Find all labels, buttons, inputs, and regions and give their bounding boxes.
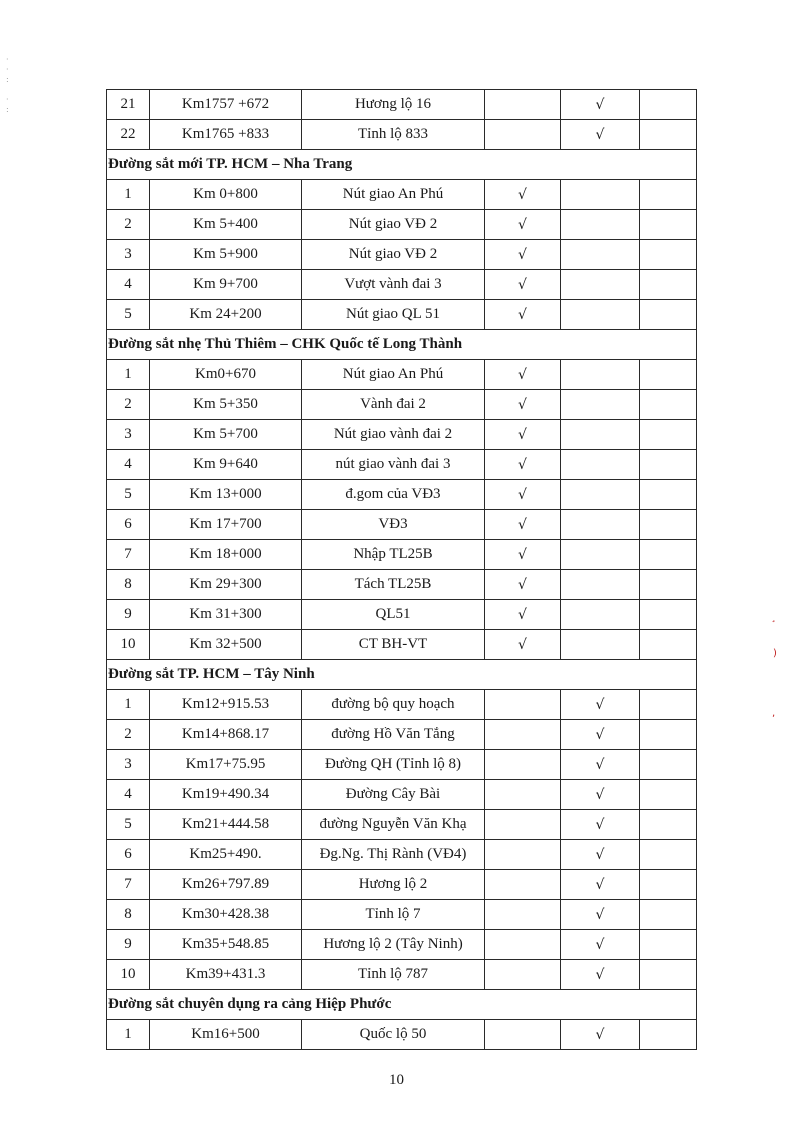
table-row [107, 870, 697, 900]
section-title: Đường sắt nhẹ Thủ Thiêm – CHK Quốc tế Long Thành [107, 330, 697, 360]
check-col-3-cell [640, 240, 697, 270]
check-col-1-cell [485, 720, 561, 750]
road-name-cell: Hương lộ 16 [302, 90, 485, 120]
check-col-3-cell [640, 360, 697, 390]
check-col-1-cell [485, 120, 561, 150]
check-col-2-cell: √ [561, 1020, 640, 1050]
check-col-2-cell [561, 390, 640, 420]
table-row [107, 720, 697, 750]
km-cell: Km 5+400 [150, 210, 302, 240]
check-col-3-cell [640, 900, 697, 930]
check-col-3-cell [640, 90, 697, 120]
road-name-cell: Nút giao vành đai 2 [302, 420, 485, 450]
row-number-cell: 5 [107, 480, 150, 510]
road-name-cell: Quốc lộ 50 [302, 1020, 485, 1050]
check-col-1-cell [485, 810, 561, 840]
check-col-1-cell: √ [485, 420, 561, 450]
table-row [107, 510, 697, 540]
road-name-cell: Tỉnh lộ 7 [302, 900, 485, 930]
check-col-2-cell: √ [561, 690, 640, 720]
check-col-3-cell [640, 540, 697, 570]
check-col-2-cell: √ [561, 960, 640, 990]
road-name-cell: Nhập TL25B [302, 540, 485, 570]
table-row [107, 540, 697, 570]
section-title: Đường sắt TP. HCM – Tây Ninh [107, 660, 697, 690]
check-col-1-cell: √ [485, 450, 561, 480]
road-name-cell: Vượt vành đai 3 [302, 270, 485, 300]
row-number-cell: 4 [107, 780, 150, 810]
check-col-1-cell: √ [485, 270, 561, 300]
check-col-2-cell: √ [561, 780, 640, 810]
check-col-1-cell [485, 930, 561, 960]
check-col-2-cell: √ [561, 900, 640, 930]
road-name-cell: QL51 [302, 600, 485, 630]
km-cell: Km19+490.34 [150, 780, 302, 810]
road-name-cell: Đường Cây Bài [302, 780, 485, 810]
table-row [107, 90, 697, 120]
road-name-cell: Nút giao An Phú [302, 180, 485, 210]
check-col-1-cell: √ [485, 180, 561, 210]
check-col-1-cell [485, 780, 561, 810]
check-col-3-cell [640, 870, 697, 900]
check-col-3-cell [640, 510, 697, 540]
check-col-1-cell [485, 90, 561, 120]
check-col-2-cell: √ [561, 870, 640, 900]
check-col-3-cell [640, 930, 697, 960]
check-col-3-cell [640, 750, 697, 780]
table-row [107, 690, 697, 720]
row-number-cell: 10 [107, 630, 150, 660]
check-col-1-cell [485, 690, 561, 720]
km-cell: Km25+490. [150, 840, 302, 870]
page-number: 10 [389, 1072, 404, 1088]
check-col-1-cell: √ [485, 300, 561, 330]
row-number-cell: 1 [107, 360, 150, 390]
km-cell: Km1757 +672 [150, 90, 302, 120]
km-cell: Km 17+700 [150, 510, 302, 540]
road-name-cell: đường Nguyễn Văn Khạ [302, 810, 485, 840]
row-number-cell: 21 [107, 90, 150, 120]
road-name-cell: Tỉnh lộ 787 [302, 960, 485, 990]
row-number-cell: 1 [107, 180, 150, 210]
section-header-row [107, 150, 697, 180]
road-name-cell: Đg.Ng. Thị Rành (VĐ4) [302, 840, 485, 870]
check-col-3-cell [640, 300, 697, 330]
row-number-cell: 8 [107, 570, 150, 600]
check-col-3-cell [640, 720, 697, 750]
km-cell: Km21+444.58 [150, 810, 302, 840]
km-cell: Km 18+000 [150, 540, 302, 570]
check-col-3-cell [640, 690, 697, 720]
table-row [107, 960, 697, 990]
km-cell: Km12+915.53 [150, 690, 302, 720]
check-col-3-cell [640, 210, 697, 240]
check-col-2-cell [561, 600, 640, 630]
row-number-cell: 22 [107, 120, 150, 150]
row-number-cell: 2 [107, 720, 150, 750]
km-cell: Km0+670 [150, 360, 302, 390]
row-number-cell: 3 [107, 750, 150, 780]
table-row [107, 360, 697, 390]
check-col-3-cell [640, 1020, 697, 1050]
road-name-cell: đường Hồ Văn Tắng [302, 720, 485, 750]
km-cell: Km 32+500 [150, 630, 302, 660]
section-header-row [107, 660, 697, 690]
km-cell: Km 0+800 [150, 180, 302, 210]
km-cell: Km 24+200 [150, 300, 302, 330]
row-number-cell: 6 [107, 840, 150, 870]
row-number-cell: 2 [107, 210, 150, 240]
check-col-1-cell: √ [485, 510, 561, 540]
check-col-2-cell [561, 630, 640, 660]
check-col-3-cell [640, 120, 697, 150]
table-row [107, 450, 697, 480]
check-col-1-cell [485, 960, 561, 990]
check-col-1-cell [485, 870, 561, 900]
margin-mark: , [772, 708, 776, 719]
km-cell: Km 5+700 [150, 420, 302, 450]
check-col-3-cell [640, 600, 697, 630]
check-col-3-cell [640, 780, 697, 810]
check-col-2-cell [561, 540, 640, 570]
check-col-3-cell [640, 960, 697, 990]
table-row [107, 300, 697, 330]
check-col-2-cell: √ [561, 120, 640, 150]
row-number-cell: 7 [107, 870, 150, 900]
road-name-cell: Nút giao QL 51 [302, 300, 485, 330]
road-name-cell: VĐ3 [302, 510, 485, 540]
check-col-1-cell: √ [485, 540, 561, 570]
row-number-cell: 5 [107, 810, 150, 840]
check-col-2-cell [561, 360, 640, 390]
road-name-cell: Hương lộ 2 (Tây Ninh) [302, 930, 485, 960]
table-row [107, 420, 697, 450]
table-row [107, 750, 697, 780]
road-name-cell: Nút giao An Phú [302, 360, 485, 390]
table-row [107, 840, 697, 870]
check-col-2-cell [561, 510, 640, 540]
table-row [107, 210, 697, 240]
road-name-cell: Nút giao VĐ 2 [302, 210, 485, 240]
check-col-1-cell [485, 750, 561, 780]
check-col-2-cell [561, 180, 640, 210]
km-cell: Km16+500 [150, 1020, 302, 1050]
km-cell: Km 9+700 [150, 270, 302, 300]
row-number-cell: 7 [107, 540, 150, 570]
row-number-cell: 1 [107, 690, 150, 720]
km-cell: Km39+431.3 [150, 960, 302, 990]
check-col-2-cell [561, 570, 640, 600]
table-row [107, 390, 697, 420]
table-row [107, 1020, 697, 1050]
km-cell: Km30+428.38 [150, 900, 302, 930]
table-row [107, 630, 697, 660]
row-number-cell: 3 [107, 240, 150, 270]
road-name-cell: CT BH-VT [302, 630, 485, 660]
check-col-3-cell [640, 630, 697, 660]
km-cell: Km 31+300 [150, 600, 302, 630]
road-name-cell: nút giao vành đai 3 [302, 450, 485, 480]
check-col-2-cell: √ [561, 930, 640, 960]
check-col-2-cell: √ [561, 720, 640, 750]
row-number-cell: 5 [107, 300, 150, 330]
km-cell: Km 5+350 [150, 390, 302, 420]
check-col-2-cell: √ [561, 750, 640, 780]
check-col-1-cell [485, 840, 561, 870]
row-number-cell: 1 [107, 1020, 150, 1050]
check-col-2-cell [561, 300, 640, 330]
check-col-1-cell: √ [485, 600, 561, 630]
road-name-cell: Hương lộ 2 [302, 870, 485, 900]
row-number-cell: 9 [107, 930, 150, 960]
row-number-cell: 10 [107, 960, 150, 990]
check-col-1-cell: √ [485, 390, 561, 420]
table-row [107, 810, 697, 840]
table-body [107, 90, 697, 1050]
margin-mark: ¸ [771, 612, 776, 623]
table-row [107, 180, 697, 210]
table-row [107, 480, 697, 510]
check-col-3-cell [640, 840, 697, 870]
check-col-3-cell [640, 180, 697, 210]
section-title: Đường sắt mới TP. HCM – Nha Trang [107, 150, 697, 180]
km-cell: Km 13+000 [150, 480, 302, 510]
road-name-cell: đ.gom của VĐ3 [302, 480, 485, 510]
check-col-1-cell: √ [485, 360, 561, 390]
row-number-cell: 4 [107, 450, 150, 480]
check-col-2-cell [561, 270, 640, 300]
check-col-1-cell: √ [485, 210, 561, 240]
check-col-2-cell [561, 210, 640, 240]
row-number-cell: 6 [107, 510, 150, 540]
section-header-row [107, 990, 697, 1020]
section-header-row [107, 330, 697, 360]
check-col-2-cell: √ [561, 840, 640, 870]
km-cell: Km 5+900 [150, 240, 302, 270]
check-col-3-cell [640, 570, 697, 600]
check-col-2-cell: √ [561, 90, 640, 120]
check-col-3-cell [640, 420, 697, 450]
check-col-2-cell [561, 480, 640, 510]
row-number-cell: 4 [107, 270, 150, 300]
check-col-3-cell [640, 450, 697, 480]
km-cell: Km 9+640 [150, 450, 302, 480]
check-col-2-cell: √ [561, 810, 640, 840]
check-col-3-cell [640, 480, 697, 510]
crossings-table [106, 89, 697, 1050]
check-col-1-cell: √ [485, 240, 561, 270]
km-cell: Km26+797.89 [150, 870, 302, 900]
road-name-cell: Vành đai 2 [302, 390, 485, 420]
road-name-cell: đường bộ quy hoạch [302, 690, 485, 720]
table-row [107, 900, 697, 930]
check-col-2-cell [561, 450, 640, 480]
table-row [107, 930, 697, 960]
check-col-1-cell [485, 900, 561, 930]
table-row [107, 240, 697, 270]
road-name-cell: Tách TL25B [302, 570, 485, 600]
check-col-2-cell [561, 240, 640, 270]
check-col-2-cell [561, 420, 640, 450]
margin-mark: ) [773, 648, 777, 659]
check-col-1-cell: √ [485, 480, 561, 510]
check-col-1-cell: √ [485, 570, 561, 600]
table-row [107, 570, 697, 600]
row-number-cell: 2 [107, 390, 150, 420]
road-name-cell: Đường QH (Tỉnh lộ 8) [302, 750, 485, 780]
section-title: Đường sắt chuyên dụng ra cảng Hiệp Phước [107, 990, 697, 1020]
table-row [107, 600, 697, 630]
row-number-cell: 9 [107, 600, 150, 630]
table-row [107, 120, 697, 150]
check-col-1-cell [485, 1020, 561, 1050]
km-cell: Km17+75.95 [150, 750, 302, 780]
check-col-1-cell: √ [485, 630, 561, 660]
km-cell: Km 29+300 [150, 570, 302, 600]
scan-artifact: · · : · : [6, 55, 9, 114]
row-number-cell: 8 [107, 900, 150, 930]
km-cell: Km35+548.85 [150, 930, 302, 960]
check-col-3-cell [640, 270, 697, 300]
km-cell: Km14+868.17 [150, 720, 302, 750]
check-col-3-cell [640, 390, 697, 420]
km-cell: Km1765 +833 [150, 120, 302, 150]
road-name-cell: Tỉnh lộ 833 [302, 120, 485, 150]
check-col-3-cell [640, 810, 697, 840]
row-number-cell: 3 [107, 420, 150, 450]
road-name-cell: Nút giao VĐ 2 [302, 240, 485, 270]
table-row [107, 270, 697, 300]
table-row [107, 780, 697, 810]
